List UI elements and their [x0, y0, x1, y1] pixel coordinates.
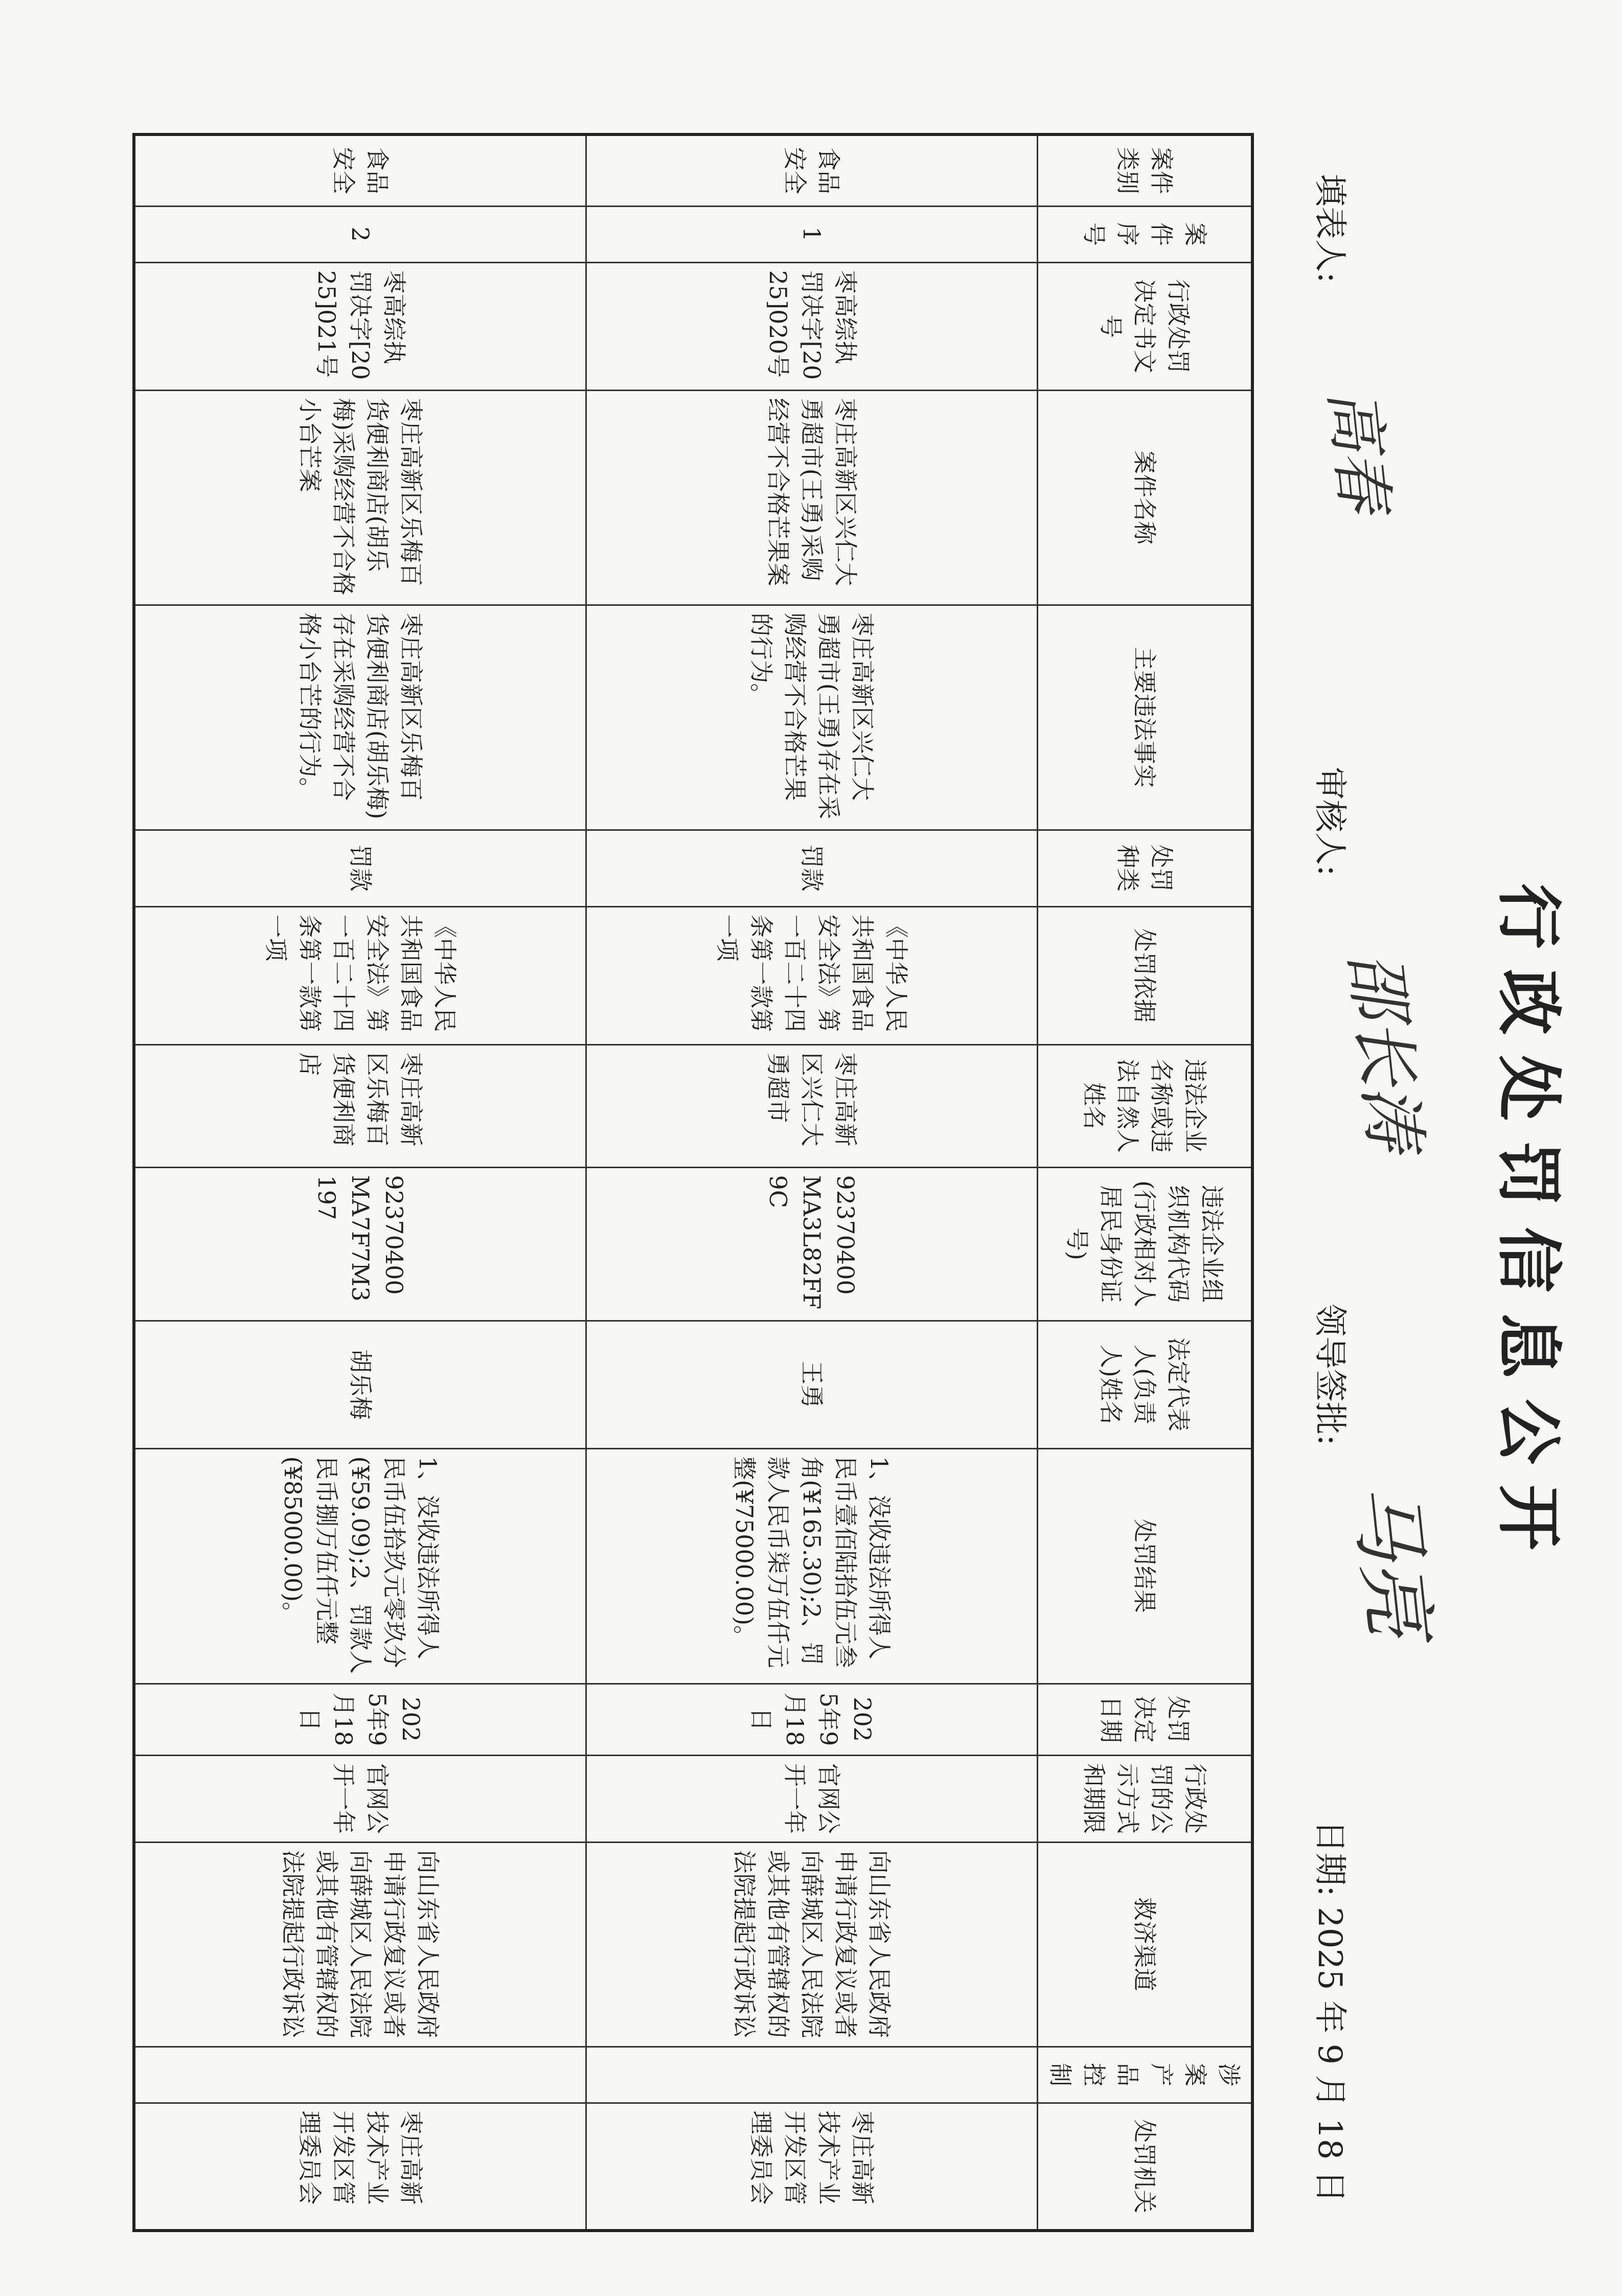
date-label: 日期: 2025 年 9 月 18 日	[1311, 1820, 1349, 2203]
org-code: 92370400MA7F7M3197	[134, 1167, 586, 1321]
org-code: 92370400MA3L82FF9C	[586, 1167, 1038, 1321]
penalty-basis: 《中华人民共和国食品安全法》第一百二十四条第一款第一项	[586, 906, 1038, 1044]
column-header: 案件序号	[1038, 206, 1253, 262]
column-header: 主要违法事实	[1038, 605, 1253, 830]
penalty-result: 1、没收违法所得人民币壹佰陆拾伍元叁角(¥165.30);2、罚款人民币柒万伍仟元整(¥75000.00)。	[586, 1448, 1038, 1684]
column-header: 处罚种类	[1038, 830, 1253, 906]
reviewer-label: 审核人:	[1311, 767, 1349, 876]
filler-label: 填表人:	[1311, 174, 1349, 283]
violation-facts: 枣庄高新区乐梅百货便利商店(胡乐梅)存在采购经营不合格小台芒的行为。	[134, 605, 586, 830]
leader-signature: 马亮	[1338, 1479, 1444, 1641]
column-header: 涉案产品控制	[1038, 2047, 1253, 2103]
remedy-channel: 向山东省人民政府申请行政复议或者向薛城区人民法院或其他有管辖权的法院提起行政诉讼	[586, 1842, 1038, 2047]
penalty-type: 罚款	[134, 830, 586, 906]
case-category: 食品安全	[134, 134, 586, 206]
violation-facts: 枣庄高新区兴仁大勇超市(王勇)存在采购经营不合格芒果的行为。	[586, 605, 1038, 830]
column-header: 违法企业组织机构代码(行政相对人居民身份证号)	[1038, 1167, 1253, 1321]
remedy-channel: 向山东省人民政府申请行政复议或者向薛城区人民法院或其他有管辖权的法院提起行政诉讼	[134, 1842, 586, 2047]
decision-date: 2025年9月18日	[134, 1684, 586, 1755]
penalty-authority: 枣庄高新技术产业开发区管理委员会	[134, 2103, 586, 2231]
column-header: 救济渠道	[1038, 1842, 1253, 2047]
column-header: 处罚依据	[1038, 906, 1253, 1044]
product-control	[134, 2047, 586, 2103]
penalty-result: 1、没收违法所得人民币伍拾玖元零玖分(¥59.09);2、罚款人民币捌万伍仟元整(¥85000.00)。	[134, 1448, 586, 1684]
reviewer-signature: 邵长涛	[1336, 948, 1434, 1154]
filler-signature: 高春	[1316, 385, 1400, 515]
case-seq: 2	[134, 206, 586, 262]
case-name: 枣庄高新区兴仁大勇超市(王勇)采购经营不合格芒果案	[586, 390, 1038, 605]
penalty-basis: 《中华人民共和国食品安全法》第一百二十四条第一款第一项	[134, 906, 586, 1044]
column-header: 处罚决定日期	[1038, 1684, 1253, 1755]
column-header: 行政处罚决定书文号	[1038, 262, 1253, 390]
party-name: 枣庄高新区兴仁大勇超市	[586, 1044, 1038, 1167]
column-header: 法定代表人(负责人)姓名	[1038, 1321, 1253, 1448]
product-control	[586, 2047, 1038, 2103]
case-seq: 1	[586, 206, 1038, 262]
column-header: 违法企业名称或违法自然人姓名	[1038, 1044, 1253, 1167]
penalty-table	[132, 133, 1254, 2232]
legal-representative: 胡乐梅	[134, 1321, 586, 1448]
publicity-method: 官网公开一年	[134, 1755, 586, 1842]
table-header-row	[1038, 134, 1253, 2231]
column-header: 案件类别	[1038, 134, 1253, 206]
penalty-authority: 枣庄高新技术产业开发区管理委员会	[586, 2103, 1038, 2231]
legal-representative: 王勇	[586, 1321, 1038, 1448]
column-header: 处罚机关	[1038, 2103, 1253, 2231]
column-header: 行政处罚的公示方式和期限	[1038, 1755, 1253, 1842]
column-header: 案件名称	[1038, 390, 1253, 605]
penalty-type: 罚款	[586, 830, 1038, 906]
table-row	[586, 134, 1038, 2231]
decision-doc-no: 枣高综执罚决字[2025]021号	[134, 262, 586, 390]
case-category: 食品安全	[586, 134, 1038, 206]
page-title: 行政处罚信息公开	[1490, 883, 1567, 1571]
table-row	[134, 134, 586, 2231]
decision-date: 2025年9月18日	[586, 1684, 1038, 1755]
decision-doc-no: 枣高综执罚决字[2025]020号	[586, 262, 1038, 390]
leader-label: 领导签批:	[1311, 1304, 1349, 1446]
column-header: 处罚结果	[1038, 1448, 1253, 1684]
case-name: 枣庄高新区乐梅百货便利商店(胡乐梅)采购经营不合格小台芒案	[134, 390, 586, 605]
publicity-method: 官网公开一年	[586, 1755, 1038, 1842]
party-name: 枣庄高新区乐梅百货便利商店	[134, 1044, 586, 1167]
